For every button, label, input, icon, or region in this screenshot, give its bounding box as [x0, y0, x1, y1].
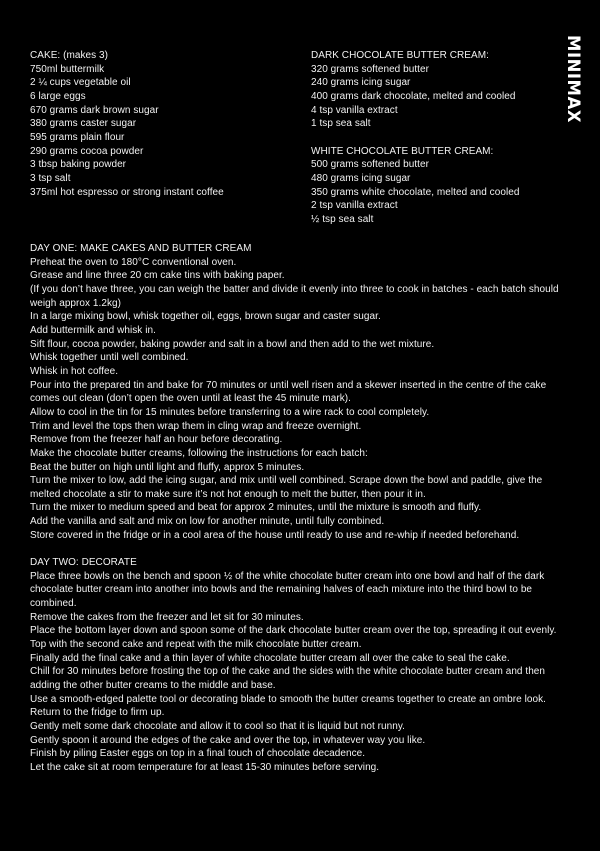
- method-step: Turn the mixer to medium speed and beat for approx 2 minutes, until the mixture is smooth and fluffy.: [30, 502, 482, 514]
- ingredient-item: 3 tbsp baking powder: [30, 159, 127, 171]
- method-step: (If you don’t have three, you can weigh the batter and divide it evenly into three to cook in batches - each batch should weigh approx 1.2kg): [30, 283, 559, 309]
- method-step: Return to the fridge to firm up.: [30, 707, 165, 719]
- ingredient-item: 670 grams dark brown sugar: [30, 104, 159, 116]
- white-buttercream-heading: WHITE CHOCOLATE BUTTER CREAM:: [311, 145, 494, 157]
- ingredient-item: 4 tsp vanilla extract: [311, 104, 398, 116]
- ingredient-item: 1 tsp sea salt: [311, 118, 371, 130]
- day-one-heading: DAY ONE: MAKE CAKES AND BUTTER CREAM: [30, 243, 252, 254]
- method-step: Add buttermilk and whisk in.: [30, 324, 156, 336]
- cake-heading: CAKE: (makes 3): [30, 50, 108, 61]
- method-step: Gently melt some dark chocolate and allow it to cool so that it is liquid but not runny.: [30, 720, 405, 732]
- method-step: Place three bowls on the bench and spoon ½ of the white chocolate butter cream into one bowl and half of the dark chocolate butter cream into another into bowls and the remaining halves of each mixture into the third bowl to be combined.: [30, 570, 545, 610]
- method-step: Allow to cool in the tin for 15 minutes before transferring to a wire rack to cool completely.: [30, 406, 430, 418]
- dark-buttercream-heading: DARK CHOCOLATE BUTTER CREAM:: [311, 50, 489, 61]
- ingredient-item: 3 tsp salt: [30, 172, 71, 184]
- ingredient-item: 400 grams dark chocolate, melted and cooled: [311, 90, 516, 102]
- method-step: Gently spoon it around the edges of the cake and over the top, in whatever way you like.: [30, 734, 426, 746]
- minimax-logo: [562, 35, 584, 123]
- ingredient-item: ½ tsp sea salt: [311, 213, 374, 225]
- method-step: Whisk together until well combined.: [30, 352, 189, 364]
- ingredient-item: 240 grams icing sugar: [311, 77, 411, 89]
- cake-ingredients-section: [30, 49, 300, 199]
- method-step: Top with the second cake and repeat with the milk chocolate butter cream.: [30, 639, 362, 651]
- method-step: Make the chocolate butter creams, following the instructions for each batch:: [30, 447, 368, 459]
- method-step: Add the vanilla and salt and mix on low for another minute, until fully combined.: [30, 516, 385, 528]
- method-step: Place the bottom layer down and spoon some of the dark chocolate butter cream over the top, spreading it out evenly.: [30, 625, 557, 637]
- method-step: Use a smooth-edged palette tool or decorating blade to smooth the butter creams together to create an ombre look.: [30, 693, 546, 705]
- method-step: Finally add the final cake and a thin layer of white chocolate butter cream all over the cake to seal the cake.: [30, 652, 510, 664]
- ingredient-item: 750ml buttermilk: [30, 63, 105, 75]
- butter-cream-ingredients-section: [311, 49, 551, 227]
- method-step: Remove from the freezer half an hour before decorating.: [30, 434, 283, 446]
- method-step: Grease and line three 20 cm cake tins with baking paper.: [30, 270, 285, 282]
- ingredient-item: 290 grams cocoa powder: [30, 145, 144, 157]
- spacer: [30, 542, 575, 556]
- method-section: [30, 242, 575, 775]
- ingredient-item: 350 grams white chocolate, melted and cooled: [311, 186, 520, 198]
- ingredient-item: 2 ¼ cups vegetable oil: [30, 77, 131, 89]
- minimax-logo-text: MINIMAX: [563, 35, 583, 123]
- ingredient-item: 2 tsp vanilla extract: [311, 200, 398, 212]
- method-step: Turn the mixer to low, add the icing sugar, and mix until well combined. Scrape down the bowl and paddle, give the melted chocolate a stir to make sure it’s not hot enough to melt the butter, then pour it in.: [30, 475, 543, 500]
- method-step: Chill for 30 minutes before frosting the top of the cake and the sides with the white chocolate butter cream and then adding the other butter creams to the middle and base.: [30, 666, 546, 691]
- method-step: Store covered in the fridge or in a cool area of the house until ready to use and re-whip if needed beforehand.: [30, 529, 520, 541]
- ingredient-item: 595 grams plain flour: [30, 131, 125, 143]
- method-step: Trim and level the tops then wrap them in cling wrap and freeze overnight.: [30, 420, 362, 432]
- method-step: In a large mixing bowl, whisk together oil, eggs, brown sugar and caster sugar.: [30, 311, 381, 323]
- method-step: Remove the cakes from the freezer and let sit for 30 minutes.: [30, 611, 304, 623]
- ingredient-item: 380 grams caster sugar: [30, 118, 137, 130]
- method-step: Let the cake sit at room temperature for at least 15-30 minutes before serving.: [30, 761, 380, 773]
- ingredient-item: 480 grams icing sugar: [311, 172, 411, 184]
- method-step: Finish by piling Easter eggs on top in a final touch of chocolate decadence.: [30, 748, 366, 760]
- method-step: Beat the butter on high until light and fluffy, approx 5 minutes.: [30, 461, 305, 473]
- ingredient-item: 320 grams softened butter: [311, 63, 429, 75]
- ingredient-item: 500 grams softened butter: [311, 159, 429, 171]
- day-two-heading: DAY TWO: DECORATE: [30, 557, 137, 569]
- method-step: Pour into the prepared tin and bake for 70 minutes or until well risen and a skewer inserted in the centre of the cake comes out clean (don’t open the oven until at least the 45 minute mark).: [30, 379, 547, 405]
- method-step: Whisk in hot coffee.: [30, 365, 119, 377]
- ingredient-item: 6 large eggs: [30, 90, 86, 102]
- ingredient-item: 375ml hot espresso or strong instant coffee: [30, 186, 224, 198]
- method-step: Sift flour, cocoa powder, baking powder and salt in a bowl and then add to the wet mixture.: [30, 338, 435, 350]
- spacer: [311, 131, 551, 145]
- method-step: Preheat the oven to 180°C conventional oven.: [30, 256, 237, 268]
